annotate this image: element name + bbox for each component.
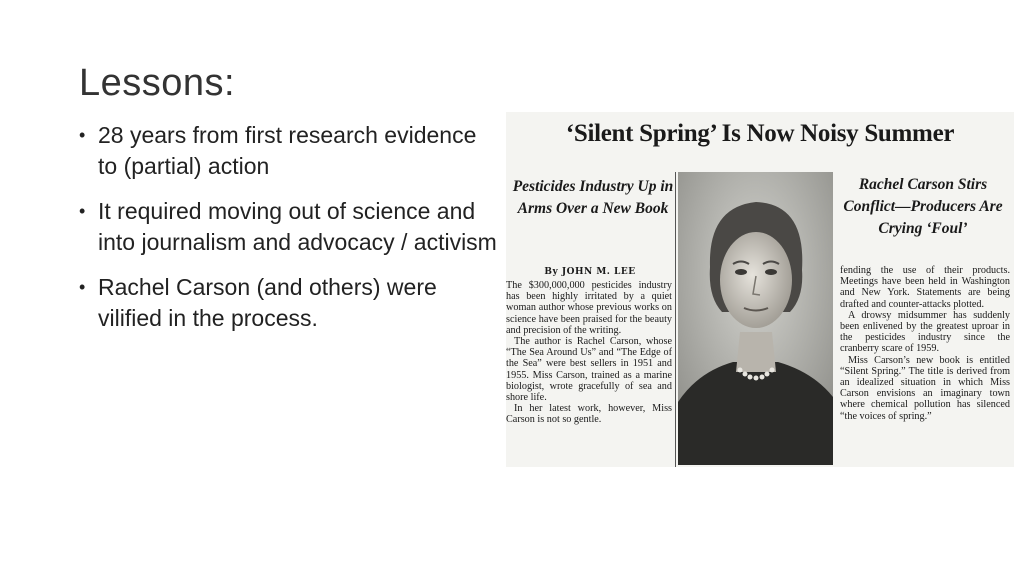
column-divider: [675, 172, 676, 467]
clipping-byline: By JOHN M. LEE: [544, 267, 636, 277]
clipping-paragraph: The author is Rachel Carson, whose “The Sea Around Us” and “The Edge of the Sea” were best sellers in 1951 and 1955. Miss Carson, trained as a marine biologist, wrote gracefully of sea and shore life.: [506, 336, 672, 404]
clipping-deck-right: Rachel Carson Stirs Conflict—Producers Are Crying ‘Foul’: [843, 176, 1003, 237]
bullet-text: Rachel Carson (and others) were vilified in the process.: [98, 274, 437, 331]
bullet-text: 28 years from first research evidence to (partial) action: [98, 122, 477, 179]
bullet-icon: •: [79, 201, 86, 221]
clipping-left-column: [506, 280, 672, 426]
clipping-paragraph: In her latest work, however, Miss Carson is not so gentle.: [506, 403, 672, 426]
bullet-item: [79, 272, 499, 334]
bullet-icon: •: [79, 277, 86, 297]
bullet-icon: •: [79, 125, 86, 145]
clipping-headline: ‘Silent Spring’ Is Now Noisy Summer: [565, 120, 955, 147]
bullet-item: [79, 196, 499, 258]
clipping-paragraph: Miss Carson’s new book is entitled “Silent Spring.” The title is derived from an idealized situation in which Miss Carson envisions an imaginary town where chemical pollution has silenced “the voices of spring.”: [840, 354, 1010, 422]
bullet-item: [79, 120, 499, 182]
clipping-paragraph: The $300,000,000 pesticides industry has been highly irritated by a quiet woman author whose previous works on science have been praised for the beauty and precision of the writing.: [506, 280, 672, 336]
bullet-text: It required moving out of science and into journalism and advocacy / activism: [98, 198, 497, 255]
clipping-deck-left: Pesticides Industry Up in Arms Over a New Book: [512, 178, 674, 217]
portrait-image: [678, 172, 833, 465]
clipping-paragraph: A drowsy midsummer has suddenly been enlivened by the greatest uproar in the pesticides industry since the cranberry scare of 1959.: [840, 309, 1010, 355]
newspaper-clipping: [506, 112, 1014, 467]
bullet-list: [79, 120, 499, 348]
clipping-paragraph: fending the use of their products. Meetings have been held in Washington and New York. Statements are being drafted and counter-attacks plotted.: [840, 265, 1010, 310]
clipping-right-column: [840, 265, 1010, 422]
portrait-photo: [678, 172, 833, 465]
slide-title: Lessons:: [79, 62, 236, 104]
